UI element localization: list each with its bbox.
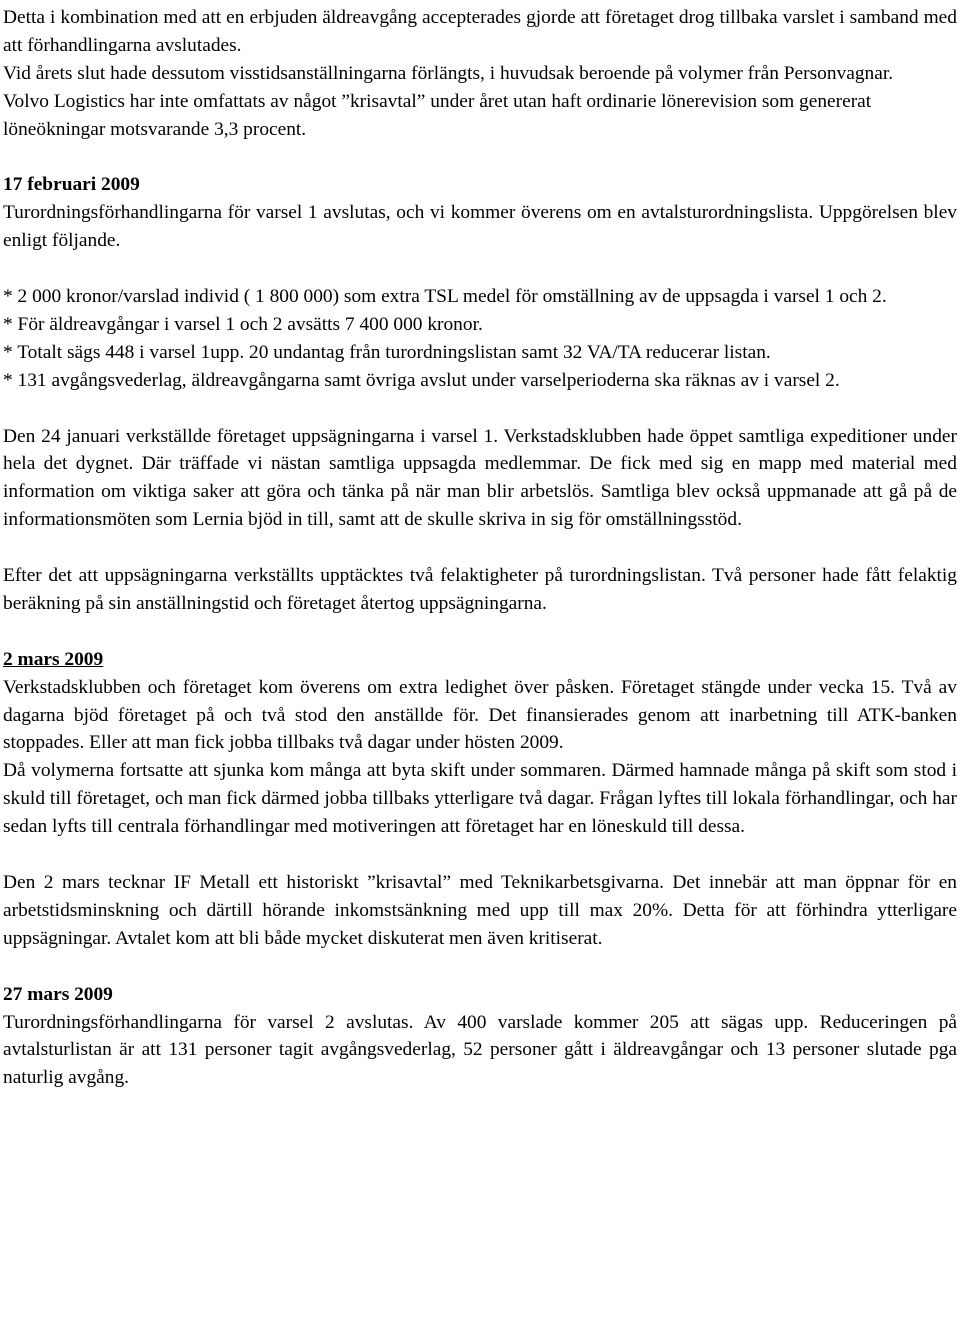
jan24-paragraph: Den 24 januari verkställde företaget uppsägningarna i varsel 1. Verkstadsklubben hade öppet samtliga expeditioner under hela det dygnet. Där träffade vi nästan samtliga uppsagda medlemmar. De fick med sig en mapp med material med information om viktiga saker att göra och tänka på när man blir arbetslös. Samtliga blev också uppmanade att gå på de informationsmöten som Lernia bjöd in till, samt att de skulle skriva in sig för omställningsstöd. <box>3 425 957 531</box>
spacer <box>3 255 957 283</box>
bullet-item: * Totalt sägs 448 i varsel 1upp. 20 undantag från turordningslistan samt 32 VA/TA reducerar listan. <box>3 341 771 363</box>
spacer <box>3 953 957 981</box>
section-heading-feb17: 17 februari 2009 <box>3 174 140 196</box>
mar27-paragraph: Turordningsförhandlingarna för varsel 2 avslutas. Av 400 varslade kommer 205 att sägas upp. Reduceringen på avtalsturlistan är att 131 personer tagit avgångsvederlag, 52 personer gått i äldreavgångar och 13 personer slutade pga naturlig avgång. <box>3 1011 957 1089</box>
errors-paragraph: Efter det att uppsägningarna verkställts upptäcktes två felaktigheter på turordningslistan. Två personer hade fått felaktig beräkning på sin anställningstid och företaget återtog uppsägningarna. <box>3 565 957 614</box>
spacer <box>3 144 957 172</box>
bullet-item: * 2 000 kronor/varslad individ ( 1 800 000) som extra TSL medel för omställning av de uppsagda i varsel 1 och 2. <box>3 286 887 308</box>
feb17-paragraph: Turordningsförhandlingarna för varsel 1 avslutas, och vi kommer överens om en avtalsturordningslista. Uppgörelsen blev enligt följande. <box>3 202 957 252</box>
spacer <box>3 534 957 562</box>
mar2-paragraph-3: Den 2 mars tecknar IF Metall ett historiskt ”krisavtal” med Teknikarbetsgivarna. Det innebär att man öppnar för en arbetstidsminskning och därtill hörande inkomstsänkning med upp till max 20%. Detta för att förhindra ytterligare uppsägningar. Avtalet kom att bli både mycket diskuterat men även kritiserat. <box>3 872 957 949</box>
section-heading-mar27: 27 mars 2009 <box>3 983 113 1005</box>
section-heading-mar2: 2 mars 2009 <box>3 648 104 670</box>
spacer <box>3 841 957 869</box>
mar2-paragraph-2: Då volymerna fortsatte att sjunka kom många att byta skift under sommaren. Därmed hamnade många på skift som stod i skuld till företaget, och man fick därmed jobba tillbaks ytterligare två dagar. Frågan lyftes till lokala förhandlingar, och har sedan lyfts till centrala förhandlingar med motiveringen att företaget har en löneskuld till dessa. <box>3 760 957 838</box>
bullet-item: * 131 avgångsvederlag, äldreavgångarna samt övriga avslut under varselperioderna ska räknas av i varsel 2. <box>3 369 840 391</box>
intro-paragraph-3: Volvo Logistics har inte omfattats av något ”krisavtal” under året utan haft ordinarie lönerevision som genererat löneökningar motsvarande 3,3 procent. <box>3 90 872 140</box>
spacer <box>3 395 957 423</box>
intro-paragraph-1: Detta i kombination med att en erbjuden äldreavgång accepterades gjorde att företaget drog tillbaka varslet i samband med att förhandlingarna avslutades. <box>3 7 957 56</box>
mar2-paragraph-1: Verkstadsklubben och företaget kom överens om extra ledighet över påsken. Företaget stängde under vecka 15. Två av dagarna bjöd företaget på och två stod den anställde för. Det finansierades genom att inarbetning till ATK-banken stoppades. Eller att man fick jobba tillbaks två dagar under hösten 2009. <box>3 676 957 754</box>
spacer <box>3 618 957 646</box>
bullet-item: * För äldreavgångar i varsel 1 och 2 avsätts 7 400 000 kronor. <box>3 313 483 335</box>
intro-paragraph-2: Vid årets slut hade dessutom visstidsanställningarna förlängts, i huvudsak beroende på volymer från Personvagnar. <box>3 62 894 84</box>
